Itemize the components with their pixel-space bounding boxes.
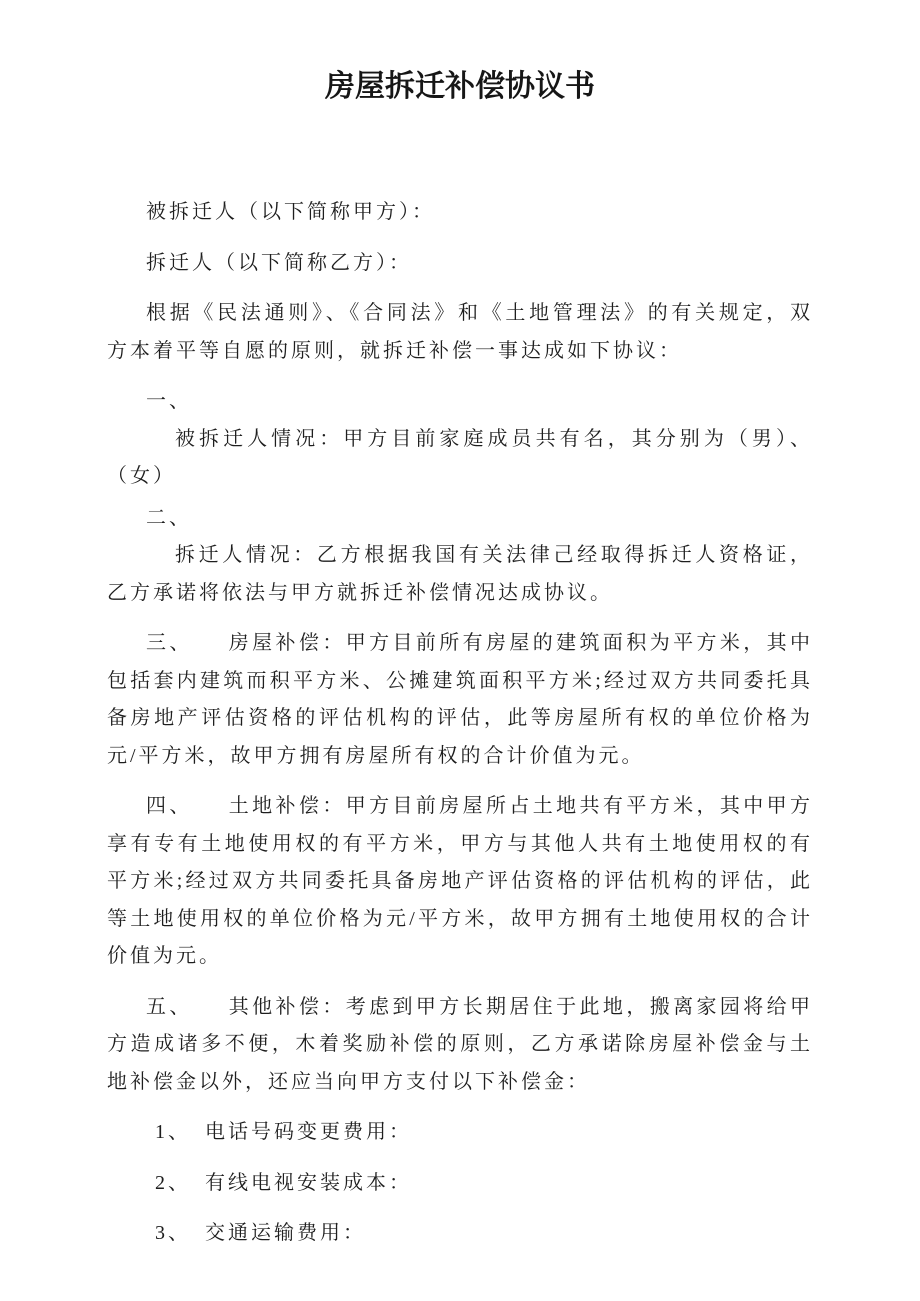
section-4-land-compensation: [107, 788, 813, 976]
list-item-transport-fee: [107, 1215, 813, 1253]
document-page: [107, 0, 813, 1266]
document-body: [107, 194, 813, 1253]
list-item-cable-tv-fee: [107, 1165, 813, 1203]
section-2-body: 拆迁人情况：乙方根据我国有关法律己经取得拆迁人资格证，乙方承诺将依法与甲方就拆迁补偿情况达成协议。: [107, 544, 813, 604]
section-1-marker: 一、: [146, 390, 192, 412]
section-3-number: 三、: [146, 632, 193, 654]
list-item-2-number: 2、: [155, 1171, 191, 1194]
document-title: 房屋拆迁补偿协议书: [325, 70, 595, 103]
list-item-phone-fee: [107, 1114, 813, 1152]
paragraph-party-b: 拆迁人（以下简称乙方）：: [146, 251, 412, 274]
list-item-1-text: 电话号码变更费用：: [205, 1121, 412, 1143]
list-item-1-number: 1、: [155, 1121, 191, 1143]
list-item-3-text: 交通运输费用：: [205, 1222, 366, 1244]
section-2-marker: 二、: [146, 506, 192, 529]
paragraph-preamble: 根据《民法通则》、《合同法》和《土地管理法》的有关规定，双方本着平等自愿的原则，就拆迁补偿一事达成如下协议：: [107, 302, 813, 362]
section-4-text: 土地补偿：甲方目前房屋所占土地共有平方米，其中甲方享有专有土地使用权的有平方米，甲方与其他人共有土地使用权的有平方米;经过双方共同委托具备房地产评估资格的评估机构的评估，此等土地使用权的单位价格为元/平方米，故甲方拥有土地使用权的合计价值为元。: [107, 795, 814, 967]
section-5-text: 其他补偿：考虑到甲方长期居住于此地，搬离家园将给甲方造成诸多不便，木着奖励补偿的原则，乙方承诺除房屋补偿金与土地补偿金以外，还应当向甲方支付以下补偿金：: [107, 995, 814, 1093]
section-3-house-compensation: [107, 625, 813, 775]
section-5-number: 五、: [146, 995, 193, 1018]
list-item-3-number: 3、: [155, 1222, 191, 1244]
section-4-number: 四、: [146, 795, 193, 817]
paragraph-party-a: 被拆迁人（以下简称甲方）：: [146, 201, 435, 223]
section-5-other-compensation: [107, 989, 813, 1102]
section-1-body: 被拆迁人情况：甲方目前家庭成员共有名，其分别为（男）、（女）: [107, 427, 813, 487]
list-item-2-text: 有线电视安装成本：: [205, 1171, 412, 1194]
section-3-text: 房屋补偿：甲方目前所有房屋的建筑面积为平方米，其中包括套内建筑而积平方米、公摊建筑面积平方米;经过双方共同委托具备房地产评估资格的评估机构的评估，此等房屋所有权的单位价格为元/平方米，故甲方拥有房屋所有权的合计价值为元。: [107, 632, 814, 767]
